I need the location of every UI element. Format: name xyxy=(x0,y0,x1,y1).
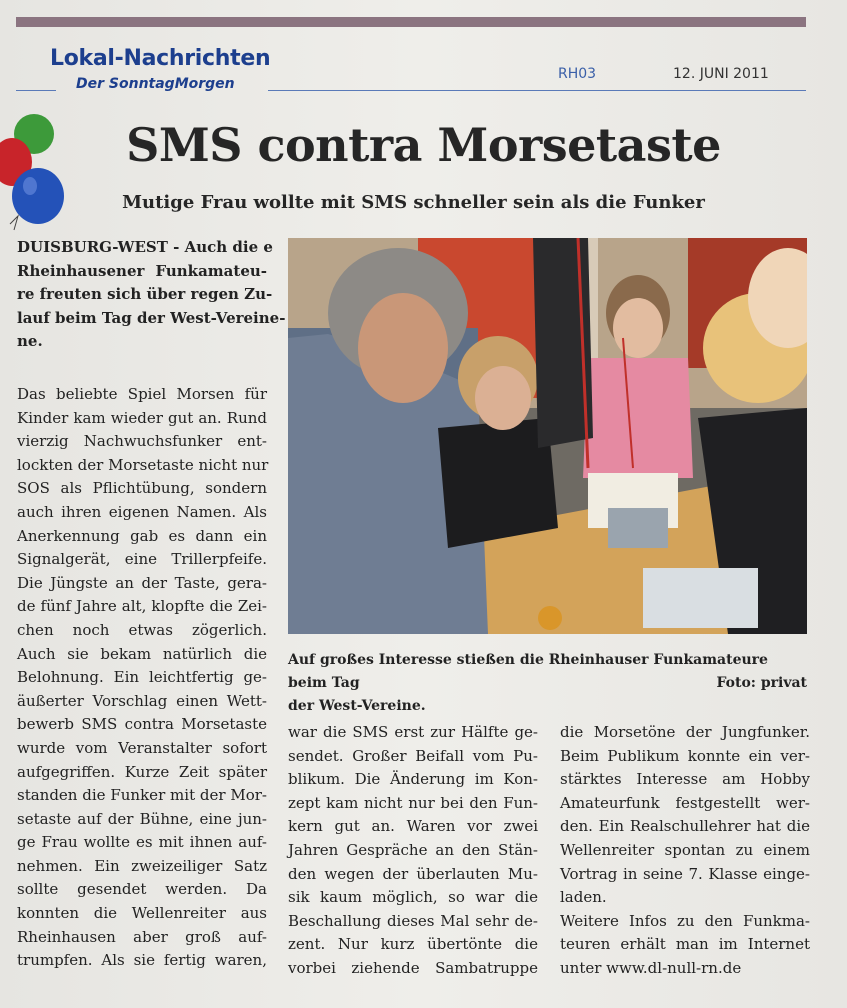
text-line: sendet. Großer Beifall vom Pu- xyxy=(288,746,538,765)
text-line: trumpfen. Als sie fertig waren, xyxy=(17,951,267,970)
text-line: den wegen der überlauten Mu- xyxy=(288,864,538,883)
photo-credit: Foto: privat xyxy=(716,675,807,691)
text-line: nehmen. Ein zweizeiliger Satz xyxy=(17,856,267,875)
text-line: lauf beim Tag der West-Vereine- xyxy=(17,308,286,327)
body-column-3 xyxy=(560,721,810,981)
text-line: die Morsetöne der Jungfunker. xyxy=(560,723,810,741)
photo-caption-line-1: Auf großes Interesse stießen die Rheinhauser Funkamateure beim Tag xyxy=(288,652,768,691)
text-line: Beim Publikum konnte ein ver- xyxy=(560,746,810,765)
text-line: chen noch etwas zögerlich. xyxy=(17,620,267,639)
text-line: Beschallung dieses Mal sehr de- xyxy=(288,911,538,930)
top-color-bar xyxy=(16,17,806,27)
text-line: standen die Funker mit der Mor- xyxy=(17,786,267,805)
text-line: Weitere Infos zu den Funkma- xyxy=(560,911,810,930)
text-line: setaste auf der Bühne, eine jun- xyxy=(17,809,267,828)
header-rule xyxy=(268,90,806,91)
body-column-2 xyxy=(288,721,538,981)
text-line: unter www.dl-null-rn.de xyxy=(560,958,742,977)
text-line: den. Ein Realschullehrer hat die xyxy=(560,817,810,836)
text-line: Die Jüngste an der Taste, gera- xyxy=(17,573,267,592)
text-line: Rheinhausen aber groß auf- xyxy=(17,927,267,946)
body-column-1 xyxy=(17,383,267,973)
photo-caption xyxy=(288,649,807,718)
text-line: blikum. Die Änderung im Kon- xyxy=(288,770,538,789)
text-line: de fünf Jahre alt, klopfte die Zei- xyxy=(17,597,267,616)
text-line: aufgegriffen. Kurze Zeit später xyxy=(17,762,267,781)
text-line: auch ihren eigenen Namen. Als xyxy=(17,502,267,521)
text-line: vierzig Nachwuchsfunker ent- xyxy=(17,432,267,451)
text-line: Jahren Gespräche an den Stän- xyxy=(288,840,538,859)
text-line: sollte gesendet werden. Da xyxy=(17,880,267,899)
text-line: Vortrag in seine 7. Klasse einge- xyxy=(560,864,810,883)
text-line: teuren erhält man im Internet xyxy=(560,935,810,954)
text-line: Signalgerät, eine Trillerpfeife. xyxy=(17,550,267,569)
text-line: sik kaum möglich, so war die xyxy=(288,888,538,907)
text-line: ge Frau wollte es mit ihnen auf- xyxy=(17,833,267,852)
subheadline: Mutige Frau wollte mit SMS schneller sein als die Funker xyxy=(122,192,705,213)
text-line: äußerter Vorschlag einen Wett- xyxy=(17,691,267,710)
issue-date: 12. JUNI 2011 xyxy=(673,66,769,82)
text-line: Anerkennung gab es dann ein xyxy=(17,526,267,545)
text-line: lockten der Morsetaste nicht nur xyxy=(17,455,269,474)
headline: SMS contra Morsetaste xyxy=(126,118,721,172)
lead-paragraph xyxy=(17,236,286,354)
text-line: vorbei ziehende Sambatruppe xyxy=(288,958,538,977)
text-line: re freuten sich über regen Zu- xyxy=(17,285,273,304)
text-line: Belohnung. Ein leichtfertig ge- xyxy=(17,668,267,687)
text-line: Amateurfunk festgestellt wer- xyxy=(560,793,810,812)
text-line: SOS als Pflichtübung, sondern xyxy=(17,479,267,498)
text-line: zent. Nur kurz übertönte die xyxy=(288,935,538,954)
text-line: Das beliebte Spiel Morsen für xyxy=(17,385,267,403)
photo-caption-line-2: der West-Vereine. xyxy=(288,698,426,714)
edition-code: RH03 xyxy=(558,66,597,82)
text-line: Wellenreiter spontan zu einem xyxy=(560,840,810,859)
text-line: ne. xyxy=(17,332,43,351)
text-line: Kinder kam wieder gut an. Rund xyxy=(17,408,267,427)
article-photo xyxy=(288,238,807,634)
text-line: kern gut an. Waren vor zwei xyxy=(288,817,538,836)
header-rule-left xyxy=(16,90,56,91)
text-line: stärktes Interesse am Hobby xyxy=(560,770,810,789)
text-line: konnten die Wellenreiter aus xyxy=(17,904,267,923)
text-line: laden. xyxy=(560,888,607,907)
section-logo xyxy=(42,40,302,100)
section-subtitle: Der SonntagMorgen xyxy=(76,76,235,92)
text-line: Auch sie bekam natürlich die xyxy=(17,644,267,663)
section-title: Lokal-Nachrichten xyxy=(50,46,271,71)
text-line: Rheinhausener Funkamateu- xyxy=(17,261,267,280)
text-line: war die SMS erst zur Hälfte ge- xyxy=(288,723,538,741)
text-line: zept kam nicht nur bei den Fun- xyxy=(288,793,538,812)
text-line: DUISBURG-WEST - Auch die e xyxy=(17,238,273,256)
text-line: wurde vom Veranstalter sofort xyxy=(17,738,267,757)
text-line: bewerb SMS contra Morsetaste xyxy=(17,715,267,734)
